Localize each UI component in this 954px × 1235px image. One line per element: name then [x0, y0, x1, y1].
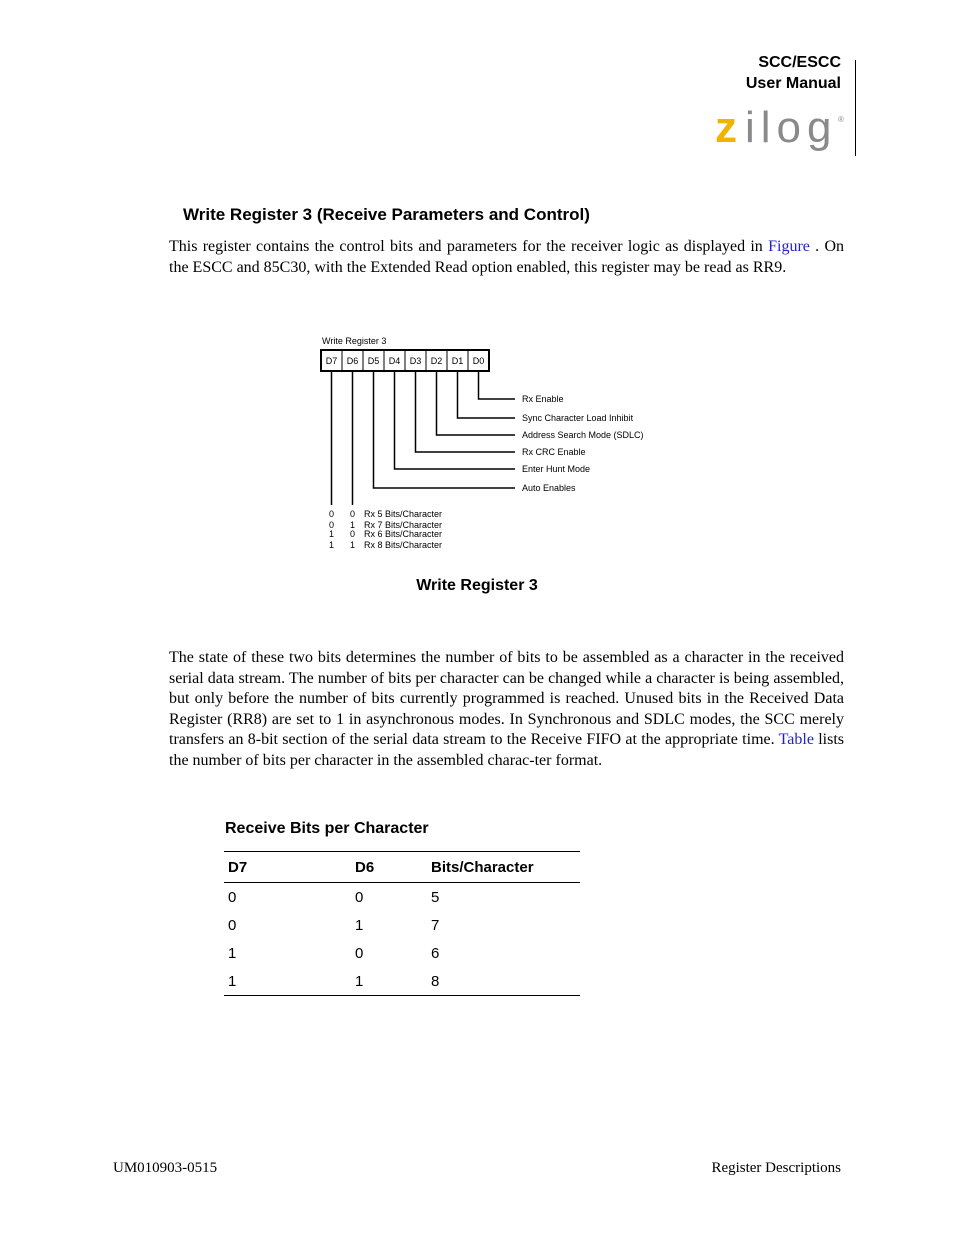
table-cell: 1	[355, 916, 364, 934]
table-row	[224, 967, 580, 996]
table-cell: 6	[431, 944, 440, 962]
code-d6-value: 1	[349, 540, 356, 550]
intro-text-after: . On the ESCC and 85C30, with the Extended Read option enabled, this register may be read as RR9.	[169, 238, 844, 276]
function-label: Address Search Mode (SDLC)	[522, 430, 644, 440]
function-leader-line	[437, 371, 516, 435]
table-header-d7: D7	[224, 852, 351, 883]
bits-text: The state of these two bits determines the number of bits to be assembled as a character in the received serial data stream. The number of bits per character can be changed while a character is being assembled, but only before the number of bits currently programmed is reached. Unused bits in the Received Data Register (RR8) are set to 1 in asynchronous modes. In Synchronous and SDLC modes, the SCC merely transfers an 8-bit section of the serial data stream to the Receive FIFO at the appropriate time.	[169, 649, 844, 748]
table-cell: 0	[228, 888, 237, 906]
bit-label: D6	[346, 356, 359, 366]
function-label: Sync Character Load Inhibit	[522, 413, 634, 423]
table-row	[224, 883, 580, 912]
header-manual: User Manual	[745, 75, 841, 92]
section-title: Write Register 3 (Receive Parameters and Control)	[183, 205, 590, 224]
bits-paragraph	[169, 648, 844, 771]
table-cell: 1	[228, 972, 237, 990]
code-d7-value: 1	[328, 529, 335, 539]
svg-text:ilog: ilog	[745, 110, 838, 152]
code-description: Rx 5 Bits/Character	[364, 509, 443, 519]
code-description: Rx 6 Bits/Character	[364, 529, 443, 539]
function-leader-line	[458, 371, 516, 418]
header-product: SCC/ESCC	[758, 54, 841, 71]
function-label: Rx CRC Enable	[522, 447, 586, 457]
table-cell: 7	[431, 916, 440, 934]
function-leader-line	[416, 371, 516, 452]
table-cell: 0	[355, 888, 364, 906]
bit-label: D5	[367, 356, 380, 366]
code-d6-value: 0	[349, 529, 356, 539]
table-row	[224, 911, 580, 939]
register-label: Write Register 3	[322, 336, 387, 346]
table-header-bits: Bits/Character	[427, 852, 580, 883]
register-diagram-svg	[300, 330, 700, 560]
bit-label: D7	[325, 356, 338, 366]
bits-table	[224, 851, 580, 996]
bit-label: D4	[388, 356, 401, 366]
table-cell: 1	[355, 972, 364, 990]
bit-label: D1	[451, 356, 464, 366]
code-d7-value: 0	[328, 509, 335, 519]
zilog-logo	[715, 110, 845, 163]
figure-caption: Write Register 3	[416, 577, 538, 594]
function-label: Auto Enables	[522, 483, 576, 493]
table-cell: 8	[431, 972, 440, 990]
footer-section: Register Descriptions	[711, 1160, 841, 1176]
table-cell: 5	[431, 888, 440, 906]
code-d6-value: 0	[349, 509, 356, 519]
code-d7-value: 1	[328, 540, 335, 550]
table-title: Receive Bits per Character	[225, 820, 429, 837]
svg-text:z: z	[715, 110, 737, 152]
figure-link[interactable]: Figure	[768, 238, 810, 255]
intro-text: This register contains the control bits and parameters for the receiver logic as displayed in	[169, 238, 769, 255]
bit-label: D0	[472, 356, 485, 366]
code-description: Rx 8 Bits/Character	[364, 540, 443, 550]
table-link[interactable]: Table	[778, 731, 814, 748]
table-header-row	[224, 852, 580, 883]
table-header-d6: D6	[351, 852, 427, 883]
table-cell: 0	[228, 916, 237, 934]
bit-label: D3	[409, 356, 422, 366]
header-vertical-rule	[855, 60, 856, 156]
function-label: Rx Enable	[522, 394, 564, 404]
function-label: Enter Hunt Mode	[522, 464, 591, 474]
code-d7-value: 0	[328, 520, 335, 530]
table-row	[224, 939, 580, 967]
table-cell: 0	[355, 944, 364, 962]
code-d6-value: 1	[349, 520, 356, 530]
code-description: Rx 7 Bits/Character	[364, 520, 443, 530]
bit-label: D2	[430, 356, 443, 366]
svg-text:®: ®	[838, 115, 844, 124]
bits-text-after: lists the number of bits per character in the assembled charac-ter format.	[169, 731, 844, 769]
function-leader-line	[479, 371, 516, 399]
footer-doc-id: UM010903-0515	[113, 1160, 218, 1176]
table-cell: 1	[228, 944, 237, 962]
register-diagram	[300, 330, 700, 560]
intro-paragraph	[169, 237, 844, 278]
function-leader-line	[395, 371, 516, 469]
document-header-title	[746, 52, 841, 94]
